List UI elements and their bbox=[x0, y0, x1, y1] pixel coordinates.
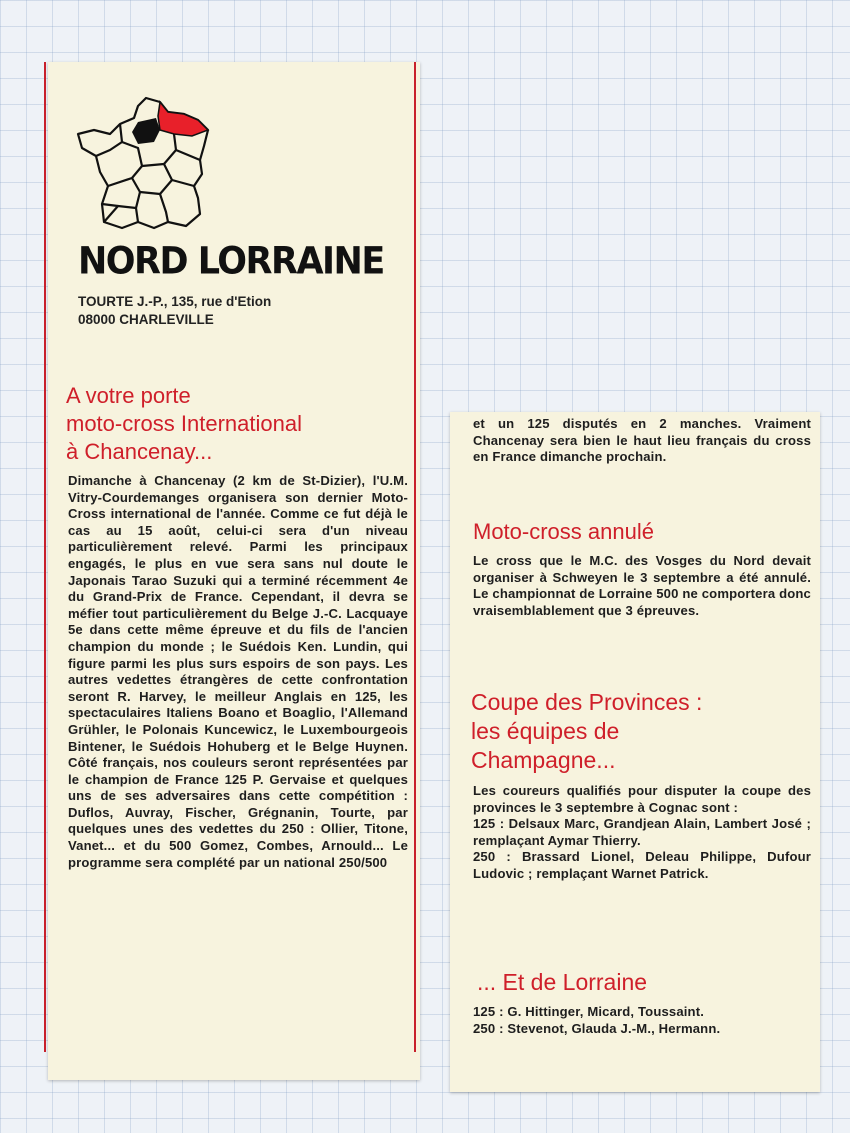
lorraine-250-riders: 250 : Stevenot, Glauda J.-M., Hermann. bbox=[473, 1020, 721, 1036]
headline-line-1: A votre porte bbox=[66, 383, 191, 408]
article-chancenay-headline bbox=[66, 382, 302, 466]
headline-line-1: Coupe des Provinces : bbox=[471, 689, 703, 715]
article-coupe-headline bbox=[471, 688, 702, 775]
headline-line-2: moto-cross International bbox=[66, 411, 302, 436]
coupe-250-riders: 250 : Brassard Lionel, Deleau Philippe, Dufour Ludovic ; remplaçant Warnet Patrick. bbox=[473, 849, 811, 881]
right-red-rule bbox=[414, 62, 416, 1052]
article-lorraine-body bbox=[473, 1004, 811, 1037]
article-cancelled-headline: Moto-cross annulé bbox=[473, 519, 654, 544]
france-map-icon bbox=[76, 94, 212, 232]
address-line-1: TOURTE J.-P., 135, rue d'Etion bbox=[78, 294, 272, 309]
section-banner-title: NORD LORRAINE bbox=[78, 240, 384, 284]
correspondent-address bbox=[78, 293, 271, 329]
headline-line-3: à Chancenay... bbox=[66, 439, 213, 464]
article-coupe-body bbox=[473, 783, 811, 883]
article-chancenay-continuation: et un 125 disputés en 2 manches. Vraiment Chancenay sera bien le haut lieu français du cross en France dimanche prochain. bbox=[473, 416, 811, 465]
coupe-intro: Les coureurs qualifiés pour disputer la coupe des provinces le 3 septembre à Cognac sont : bbox=[473, 783, 811, 815]
address-line-2: 08000 CHARLEVILLE bbox=[78, 312, 214, 327]
article-cancelled-body: Le cross que le M.C. des Vosges du Nord devait organiser à Schweyen le 3 septembre a été annulé. Le championnat de Lorraine 500 ne comportera donc vraisemblablement que 3 épreuves. bbox=[473, 553, 811, 618]
left-red-rule bbox=[44, 62, 46, 1052]
coupe-125-riders: 125 : Delsaux Marc, Grandjean Alain, Lambert José ; remplaçant Aymar Thierry. bbox=[473, 816, 811, 848]
article-chancenay-body: Dimanche à Chancenay (2 km de St-Dizier), l'U.M. Vitry-Courdemanges organisera son dernier Moto-Cross international de l'année. Comme ce fut déjà le cas au 15 août, celui-ci sera d'un niveau particulièrement relevé. Parmi les principaux engagés, le plus en vue sera sans nul doute le Japonais Tarao Suzuki qui a terminé récemment 4e du Grand-Prix de France. Cependant, il devra se méfier tout particulièrement du Belge J.-C. Lacquaye 5e dans cette même épreuve et du fils de l'ancien champion du monde ; le Suédois Ken. Lundin, qui figure parmi les plus surs espoirs de son pays. Les autres vedettes étrangères de cette confrontation seront R. Harvey, le meilleur Anglais en 125, les spectaculaires Italiens Boano et Boaglio, l'Allemand Grühler, le Polonais Kuncewicz, le Luxembourgeois Bintener, le Suédois Hohuberg et le Belge Huynen. Côté français, nos couleurs seront représentées par le champion de France 125 P. Gervaise et quelques uns de ses adversaires dans cette compétition : Duflos, Auvray, Fischer, Grégnanin, Tourte, par quelques unes des vedettes du 250 : Ollier, Titone, Vanet... et du 500 Gomez, Combes, Arnould... Le programme sera complété par un national 250/500 bbox=[68, 473, 408, 870]
headline-line-2: les équipes de bbox=[471, 718, 620, 744]
article-lorraine-headline: ... Et de Lorraine bbox=[477, 969, 648, 995]
lorraine-125-riders: 125 : G. Hittinger, Micard, Toussaint. bbox=[473, 1004, 705, 1019]
headline-line-3: Champagne... bbox=[471, 747, 616, 773]
